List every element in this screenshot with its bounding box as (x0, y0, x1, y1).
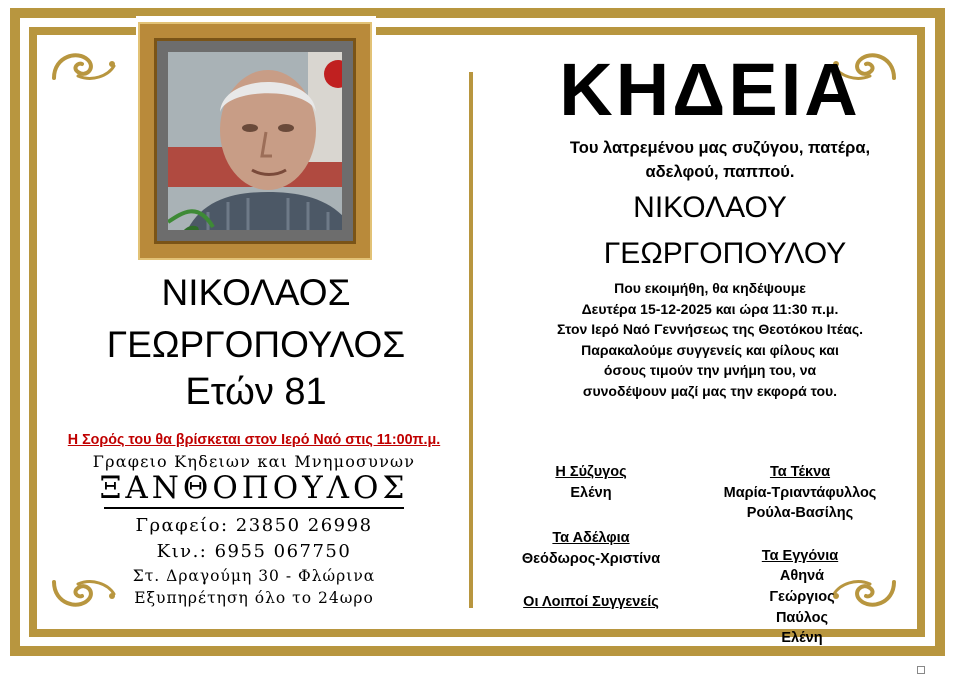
children-heading: Τα Τέκνα (769, 464, 831, 480)
child-couple: Μαρία-Τριαντάφυλλος (723, 485, 877, 501)
agency-office-phone: Γραφείο: 23850 26998 (135, 515, 373, 536)
relatives-heading: Οι Λοιποί Συγγενείς (523, 594, 659, 610)
spouse-name: Ελένη (570, 485, 612, 501)
body-line: συνοδέψουν μαζί μας την εκφορά του. (582, 382, 838, 399)
announcement (490, 50, 930, 401)
portrait-illustration (168, 52, 342, 230)
spouse-heading: Η Σύζυγος (555, 464, 627, 480)
announcement-body (490, 278, 930, 401)
deceased-genitive-last: ΓΕΩΡΓΟΠΟΥΛΟΥ (603, 237, 847, 270)
siblings-names: Θεόδωρος-Χριστίνα (521, 551, 661, 567)
portrait-photo (168, 52, 342, 230)
deceased-age: Ετών 81 (185, 371, 327, 413)
resize-handle[interactable] (917, 666, 925, 674)
portrait-frame (140, 24, 370, 258)
grandchild-name: Αθηνά (779, 568, 825, 584)
grandchild-name: Γεώργιος (769, 589, 835, 605)
funeral-agency (40, 452, 468, 609)
grandchild-name: Ελένη (781, 630, 823, 646)
agency-underline (104, 507, 404, 509)
body-line: Στον Ιερό Ναό Γεννήσεως της Θεοτόκου Ιτέας. (556, 321, 864, 337)
agency-service-hours: Εξυπηρέτηση όλο το 24ωρο (134, 589, 374, 607)
deceased-genitive-first: ΝΙΚΟΛΑΟΥ (633, 191, 787, 224)
agency-address: Στ. Δραγούμη 30 - Φλώρινα (132, 567, 376, 585)
dedication-line-2: αδελφού, παππού. (645, 163, 795, 181)
viewing-notice: Η Σορός του θα βρίσκεται στον Ιερό Ναό στις 11:00π.μ. (67, 432, 441, 448)
siblings-heading: Τα Αδέλφια (552, 530, 630, 546)
body-line: όσους τιμούν την μνήμη του, να (603, 362, 817, 378)
move-anchor-icon[interactable]: ✥ (22, 24, 31, 35)
grandchildren-heading: Τα Εγγόνια (761, 548, 839, 564)
body-line: Που εκοιμήθη, θα κηδέψουμε (614, 280, 806, 296)
deceased-first-name: ΝΙΚΟΛΑΟΣ (161, 272, 351, 313)
child-couple: Ρούλα-Βασίλης (746, 505, 854, 521)
deceased-last-name: ΓΕΩΡΓΟΠΟΥΛΟΣ (106, 324, 406, 365)
agency-mobile-phone: Κιν.: 6955 067750 (156, 541, 352, 562)
dedication-line-1: Του λατρεμένου μας συζύγου, πατέρα, (569, 139, 871, 157)
body-line: Δευτέρα 15-12-2025 και ώρα 11:30 π.μ. (581, 300, 839, 317)
body-line: Παρακαλούμε συγγενείς και φίλους και (581, 341, 839, 358)
grandchild-name: Παύλος (775, 610, 829, 626)
deceased-info (36, 272, 476, 414)
scroll-ornament-icon (48, 46, 118, 86)
headline: ΚΗΔΕΙΑ (559, 48, 861, 131)
agency-name: ΞΑΝΘΟΠΟΥΛΟΣ (99, 470, 409, 506)
agency-subtitle: Γραφειο Κηδειων και Μνημοσυνων (92, 452, 416, 471)
